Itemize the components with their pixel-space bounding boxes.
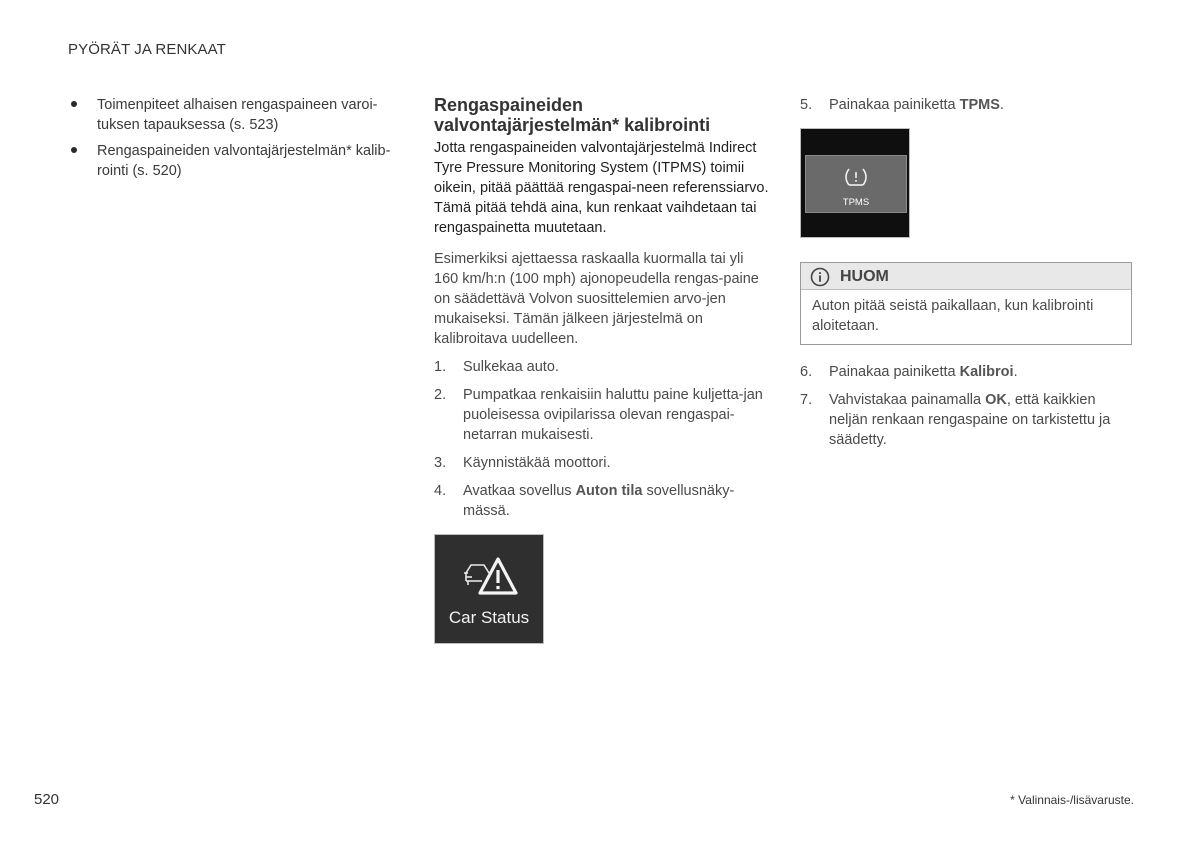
step-text: Pumpatkaa renkaisiin haluttu paine kuljetta-jan puoleisessa ovipilarissa olevan rengaspai-netarran mukaisesti.	[463, 387, 763, 443]
page-number: 520	[34, 791, 60, 808]
steps-list	[800, 362, 1135, 450]
section-header: PYÖRÄT JA RENKAAT	[68, 41, 226, 58]
button-name: OK	[985, 392, 1007, 408]
step-text-pre: Painakaa painiketta	[829, 97, 960, 113]
step-text-post: .	[999, 97, 1004, 113]
step-text: Käynnistäkää moottori.	[463, 455, 611, 471]
step-text: Sulkekaa auto.	[463, 359, 559, 375]
info-icon	[810, 267, 830, 287]
step-item	[434, 453, 769, 473]
car-status-label: Car Status	[448, 608, 530, 627]
tire-pressure-icon	[844, 166, 868, 188]
step-number: 1.	[434, 359, 447, 375]
step-item	[800, 362, 1135, 382]
step-number: 2.	[434, 387, 447, 403]
steps-list	[800, 95, 1135, 115]
body-paragraph: Esimerkiksi ajettaessa raskaalla kuormalla tai yli 160 km/h:n (100 mph) ajonopeudella rengas-paine on säädettävä Volvon suosittelemien arvo-jen mukaiseksi. Tämän jälkeen järjestelmä on kalibroitava uudelleen.	[434, 251, 759, 347]
left-column	[68, 95, 403, 187]
step-number: 3.	[434, 455, 447, 471]
button-name: Kalibroi	[959, 364, 1014, 380]
note-title: HUOM	[840, 268, 889, 285]
middle-column	[434, 95, 769, 644]
note-text: Auton pitää seistä paikallaan, kun kalibrointi aloitetaan.	[812, 298, 1094, 334]
step-text-post: .	[1013, 364, 1018, 380]
tpms-button[interactable]	[805, 155, 907, 213]
step-item	[800, 95, 1135, 115]
step-item	[434, 385, 769, 445]
related-link-text: Rengaspaineiden valvontajärjestelmän* kalib-rointi (s. 520)	[97, 143, 391, 179]
tpms-button-label: TPMS	[842, 197, 870, 208]
step-number: 4.	[434, 483, 447, 499]
step-text-pre: Avatkaa sovellus	[463, 483, 576, 499]
car-warning-icon	[462, 555, 518, 597]
article-heading: Rengaspaineiden valvontajärjestelmän* kalibrointi	[434, 95, 711, 135]
list-item[interactable]	[68, 95, 403, 135]
step-text-post: , että kaikkien neljän renkaan rengaspaine on tarkistettu ja säädetty.	[829, 392, 1111, 448]
step-text-post: sovellusnäky-mässä.	[463, 483, 735, 519]
step-item	[434, 481, 769, 521]
tpms-screen	[800, 128, 910, 238]
step-number: 6.	[800, 364, 813, 380]
bullet-icon	[71, 147, 77, 153]
button-name: TPMS	[959, 97, 1000, 113]
step-item	[434, 357, 769, 377]
step-number: 7.	[800, 392, 813, 408]
lead-paragraph: Jotta rengaspaineiden valvontajärjestelmä Indirect Tyre Pressure Monitoring System (ITPMS) toimii oikein, pitää päättää rengaspai-neen referenssiarvo. Tämä pitää tehdä aina, kun renkaat vaihdetaan tai rengaspainetta muutetaan.	[434, 140, 769, 236]
right-column	[800, 95, 1135, 458]
car-status-app-tile[interactable]	[434, 534, 544, 644]
app-name: Auton tila	[575, 483, 643, 499]
step-item	[800, 390, 1135, 450]
footnote: * Valinnais-/lisävaruste.	[1010, 793, 1134, 807]
steps-list	[434, 357, 769, 521]
step-text-pre: Painakaa painiketta	[829, 364, 960, 380]
note-header	[801, 263, 1131, 290]
related-links-list	[68, 95, 403, 181]
bullet-icon	[71, 101, 77, 107]
related-link-text: Toimenpiteet alhaisen rengaspaineen varoi-tuksen tapauksessa (s. 523)	[97, 97, 378, 133]
note-box	[800, 262, 1132, 345]
step-text-pre: Vahvistakaa painamalla	[829, 392, 986, 408]
list-item[interactable]	[68, 141, 403, 181]
step-number: 5.	[800, 97, 813, 113]
